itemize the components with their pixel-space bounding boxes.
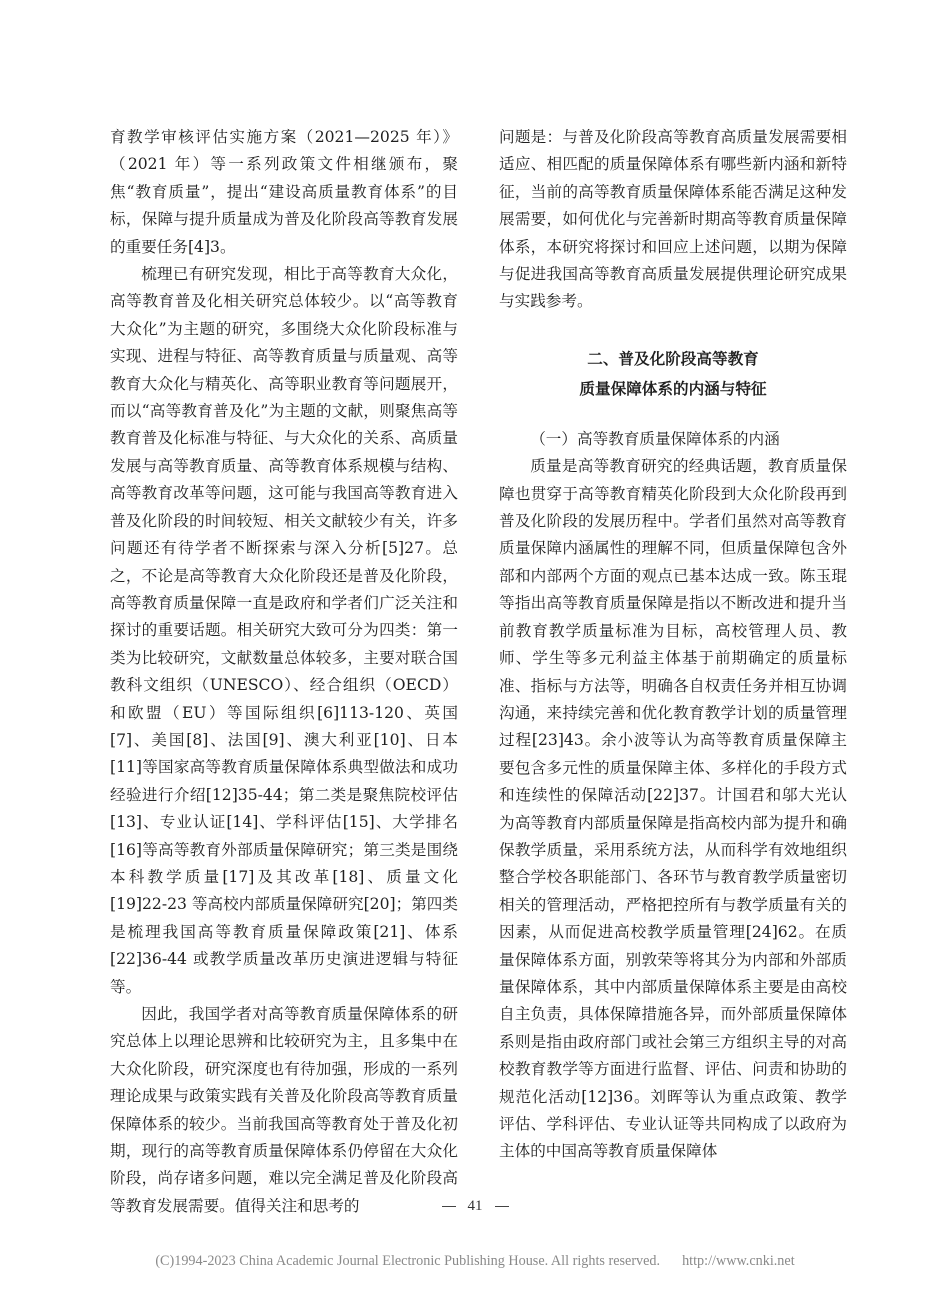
section-heading-line: 二、普及化阶段高等教育 xyxy=(587,349,759,368)
footer-url[interactable]: http://www.cnki.net xyxy=(682,1253,795,1269)
left-column xyxy=(110,124,458,1220)
footer xyxy=(0,1253,950,1270)
copyright-notice: (C)1994-2023 China Academic Journal Electronic Publishing House. All rights reserved. xyxy=(155,1253,661,1269)
page-number-value: 41 xyxy=(467,1198,483,1214)
page-number xyxy=(0,1198,950,1215)
page-number-dash xyxy=(495,1206,509,1207)
body-paragraph: 育教学审核评估实施方案（2021—2025 年）》（2021 年）等一系列政策文件相继颁布，聚焦“教育质量”，提出“建设高质量教育体系”的目标，保障与提升质量成为普及化阶段高等教育发展的重要任务[4]3。 xyxy=(110,128,458,256)
section-heading-line: 质量保障体系的内涵与特征 xyxy=(579,379,767,398)
subsection-heading: （一）高等教育质量保障体系的内涵 xyxy=(530,429,780,448)
body-paragraph: 因此，我国学者对高等教育质量保障体系的研究总体上以理论思辨和比较研究为主，且多集中在大众化阶段，研究深度也有待加强，形成的一系列理论成果与政策实践有关普及化阶段高等教育质量保障体系的较少。当前我国高等教育处于普及化初期，现行的高等教育质量保障体系仍停留在大众化阶段，尚存诸多问题，难以完全满足普及化阶段高等教育发展需要。值得关注和思考的 xyxy=(110,1005,458,1215)
body-paragraph: 问题是：与普及化阶段高等教育高质量发展需要相适应、相匹配的质量保障体系有哪些新内涵和新特征，当前的高等教育质量保障体系能否满足这种发展需要，如何优化与完善新时期高等教育质量保障体系，本研究将探讨和回应上述问题，以期为保障与促进我国高等教育高质量发展提供理论研究成果与实践参考。 xyxy=(499,128,847,311)
section-heading xyxy=(499,344,847,404)
page-number-dash xyxy=(442,1206,456,1207)
body-paragraph: 质量是高等教育研究的经典话题，教育质量保障也贯穿于高等教育精英化阶段到大众化阶段再到普及化阶段的发展历程中。学者们虽然对高等教育质量保障内涵属性的理解不同，但质量保障包含外部和内部两个方面的观点已基本达成一致。陈玉琨等指出高等教育质量保障是指以不断改进和提升当前教育教学质量标准为目标，高校管理人员、教师、学生等多元利益主体基于前期确定的质量标准、指标与方法等，明确各自权责任务并相互协调沟通，来持续完善和优化教育教学计划的质量管理过程[23]43。余小波等认为高等教育质量保障主要包含多元性的质量保障主体、多样化的手段方式和连续性的保障活动[22]37。计国君和邬大光认为高等教育内部质量保障是指高校内部为提升和确保教学质量，采用系统方法，从而科学有效地组织整合学校各职能部门、各环节与教育教学质量密切相关的管理活动，严格把控所有与教学质量有关的因素，从而促进高校教学质量管理[24]62。在质量保障体系方面，别敦荣等将其分为内部和外部质量保障体系，其中内部质量保障体系主要是由高校自主负责，具体保障措施各异，而外部质量保障体系则是指由政府部门或社会第三方组织主导的对高校教育教学等方面进行监督、评估、问责和协助的规范化活动[12]36。刘晖等认为重点政策、教学评估、学科评估、专业认证等共同构成了以政府为主体的中国高等教育质量保障体 xyxy=(499,457,847,1161)
right-column xyxy=(499,124,847,1166)
body-paragraph: 梳理已有研究发现，相比于高等教育大众化，高等教育普及化相关研究总体较少。以“高等教育大众化”为主题的研究，多围绕大众化阶段标准与实现、进程与特征、高等教育质量与质量观、高等教育大众化与精英化、高等职业教育等问题展开，而以“高等教育普及化”为主题的文献，则聚焦高等教育普及化标准与特征、与大众化的关系、高质量发展与高等教育质量、高等教育体系规模与结构、高等教育改革等问题，这可能与我国高等教育进入普及化阶段的时间较短、相关文献较少有关，许多问题还有待学者不断探索与深入分析[5]27。总之，不论是高等教育大众化阶段还是普及化阶段，高等教育质量保障一直是政府和学者们广泛关注和探讨的重要话题。相关研究大致可分为四类：第一类为比较研究，文献数量总体较多，主要对联合国教科文组织（UNESCO）、经合组织（OECD）和欧盟（EU）等国际组织[6]113-120、英国[7]、美国[8]、法国[9]、澳大利亚[10]、日本[11]等国家高等教育质量保障体系典型做法和成功经验进行介绍[12]35-44；第二类是聚焦院校评估[13]、专业认证[14]、学科评估[15]、大学排名[16]等高等教育外部质量保障研究；第三类是围绕本科教学质量[17]及其改革[18]、质量文化[19]22-23 等高校内部质量保障研究[20]；第四类是梳理我国高等教育质量保障政策[21]、体系[22]36-44 或教学质量改革历史演进逻辑与特征等。 xyxy=(110,265,458,996)
